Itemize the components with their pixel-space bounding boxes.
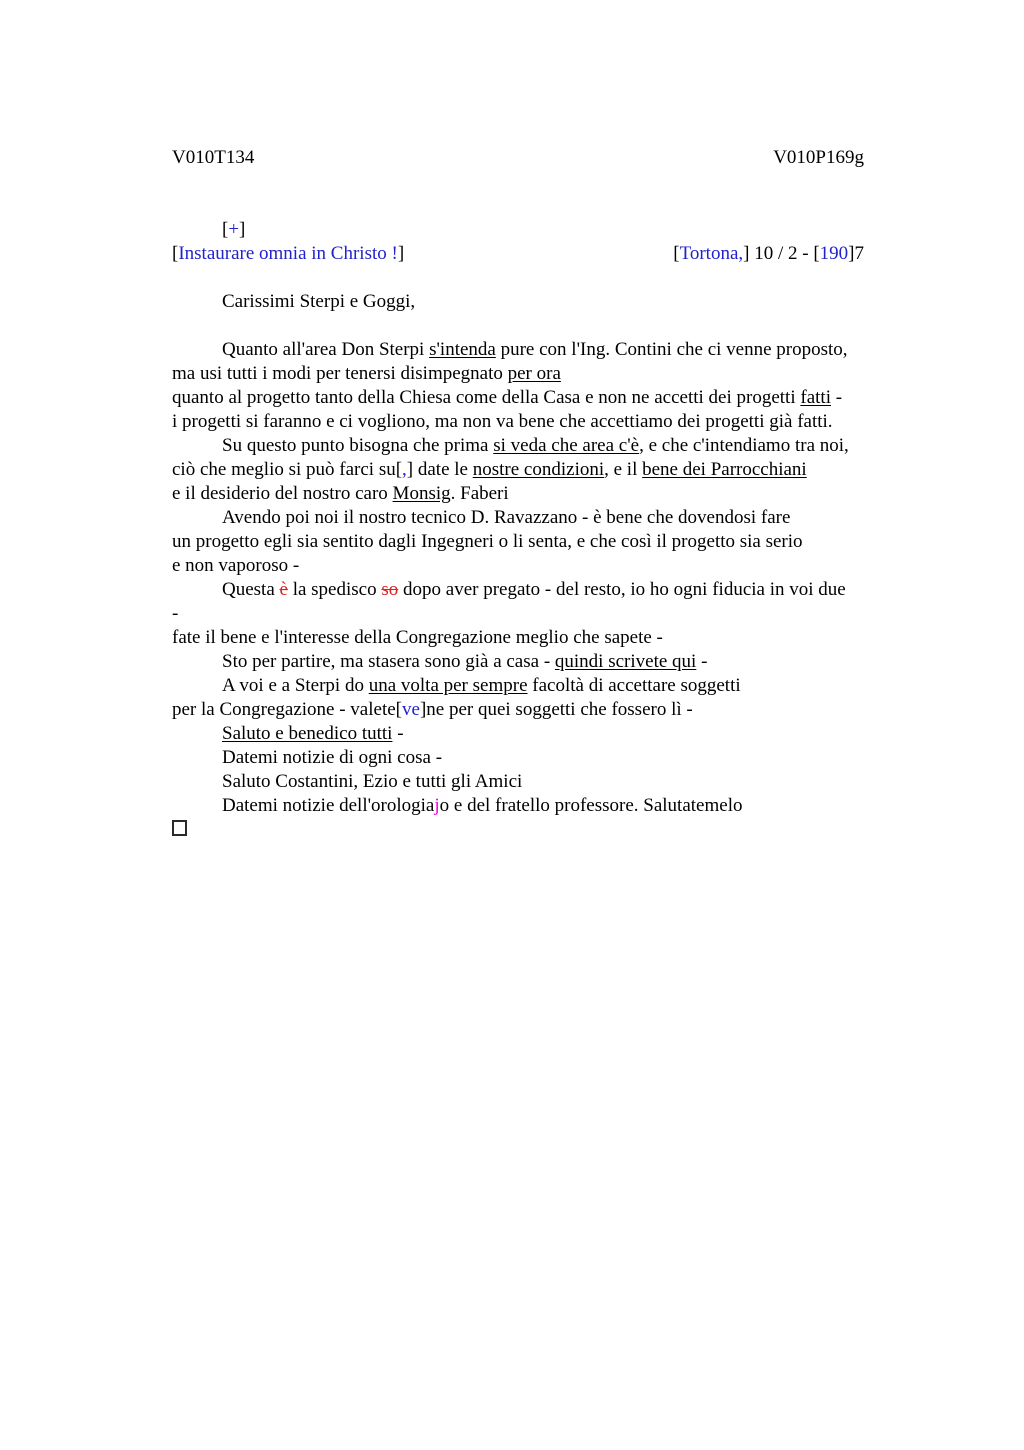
text-segment-plain: quanto al progetto tanto della Chiesa come della Casa e non ne accetti dei progetti (172, 387, 801, 408)
text-segment-plain: dopo aver pregato - del resto, io ho ogni fiducia in voi due (398, 579, 846, 600)
letter-body (172, 170, 900, 842)
text-segment-plain: la spedisco (287, 579, 382, 600)
letter-line (172, 458, 900, 482)
text-segment-plain: ] (397, 243, 405, 264)
text-segment-plain: o e del fratello professore. Salutatemelo (439, 795, 743, 816)
letter-line (172, 218, 900, 242)
letter-line (172, 818, 900, 842)
text-segment-plain: ] date le (406, 459, 473, 480)
text-segment-plain: Su questo punto bisogna che prima (222, 435, 494, 456)
text-segment-plain: , e il (604, 459, 643, 480)
letter-line (172, 578, 900, 602)
letter-line (172, 746, 900, 770)
letter-line (172, 674, 900, 698)
text-segment-plain: i progetti si faranno e ci vogliono, ma non va bene che accettiamo dei progetti già fatti. (172, 411, 833, 432)
letter-line (172, 290, 900, 314)
letter-line (172, 770, 900, 794)
archive-code-left: V010T134 (172, 147, 255, 168)
text-segment-plain: A voi e a Sterpi do (222, 675, 369, 696)
letter-line (172, 386, 900, 410)
letter-line (172, 722, 900, 746)
text-segment-plain: , e che c'intendiamo tra noi, (639, 435, 849, 456)
letter-line (172, 434, 900, 458)
text-segment-plain: . Faberi (450, 483, 509, 504)
text-segment-u: Saluto e benedico tutti (222, 723, 393, 744)
header-row (172, 146, 900, 170)
letter-line (172, 362, 900, 386)
text-segment-redstrike: so (381, 579, 399, 600)
text-segment-plain: ciò che meglio si può farci su[ (172, 459, 403, 480)
text-segment-plain: facoltà di accettare soggetti (527, 675, 741, 696)
text-segment-blue: + (228, 219, 240, 240)
text-segment-plain: ma usi tutti i modi per tenersi disimpegnato (172, 363, 508, 384)
text-segment-u: bene dei Parrocchiani (642, 459, 807, 480)
letter-line (172, 266, 900, 290)
text-segment-plain: Datemi notizie di ogni cosa - (222, 747, 443, 768)
text-segment-plain: [ (673, 243, 680, 264)
letter-line (172, 530, 900, 554)
text-segment-plain: ] 10 / 2 - [ (743, 243, 820, 264)
text-segment-u: Monsig (392, 483, 451, 504)
text-segment-blue: , (402, 459, 407, 480)
text-segment-plain: Saluto Costantini, Ezio e tutti gli Amici (222, 771, 523, 792)
letter-line (172, 506, 900, 530)
text-segment-blue: Tortona, (679, 243, 744, 264)
text-segment-plain: e non vaporoso - (172, 555, 300, 576)
text-segment-plain: - (392, 723, 404, 744)
letter-line (172, 626, 900, 650)
text-segment-u: quindi scrivete qui (554, 651, 697, 672)
letter-line (172, 410, 900, 434)
text-segment-plain: Carissimi Sterpi e Goggi, (222, 291, 416, 312)
text-segment-blue: Instaurare omnia in Christo ! (178, 243, 398, 264)
text-segment-plain: Sto per partire, ma stasera sono già a casa - (222, 651, 555, 672)
text-segment-plain: per la Congregazione - valete[ (172, 699, 402, 720)
text-segment-plain: [ (172, 243, 179, 264)
text-segment-plain: un progetto egli sia sentito dagli Ingegneri o li senta, e che così il progetto sia serio (172, 531, 803, 552)
line-right-part (673, 242, 864, 266)
text-segment-plain: - (172, 603, 179, 624)
text-segment-u: si veda che area c'è (493, 435, 640, 456)
letter-line (172, 794, 900, 818)
text-segment-magenta: j (434, 795, 440, 816)
text-segment-plain: Questa (222, 579, 280, 600)
empty-box-glyph (172, 820, 187, 836)
archive-code-right: V010P169g (773, 147, 864, 168)
text-segment-plain: [ (222, 219, 229, 240)
line-left-part (172, 242, 404, 266)
text-segment-u: fatti (800, 387, 831, 408)
letter-line (172, 602, 900, 626)
text-segment-plain: pure con l'Ing. Contini che ci venne proposto, (495, 339, 848, 360)
letter-line (172, 314, 900, 338)
text-segment-u: per ora (507, 363, 561, 384)
text-segment-redstrike: è (279, 579, 288, 600)
letter-line (172, 338, 900, 362)
text-segment-plain: e il desiderio del nostro caro (172, 483, 393, 504)
text-segment-u: nostre condizioni (472, 459, 605, 480)
text-segment-plain: fate il bene e l'interesse della Congregazione meglio che sapete - (172, 627, 663, 648)
text-segment-plain: ] (239, 219, 246, 240)
letter-line (172, 170, 900, 194)
text-segment-u: una volta per sempre (368, 675, 528, 696)
letter-line (172, 698, 900, 722)
letter-line (172, 482, 900, 506)
text-segment-plain: - (830, 387, 843, 408)
text-segment-plain: ]7 (848, 243, 864, 264)
text-segment-plain: Quanto all'area Don Sterpi (222, 339, 430, 360)
text-segment-blue: 190 (819, 243, 849, 264)
text-segment-u: s'intenda (429, 339, 496, 360)
letter-line (172, 650, 900, 674)
text-segment-plain: Avendo poi noi il nostro tecnico D. Ravazzano - è bene che dovendosi fare (222, 507, 791, 528)
letter-line (172, 194, 900, 218)
text-segment-plain: Datemi notizie dell'orologia (222, 795, 435, 816)
text-segment-plain: ]ne per quei soggetti che fossero lì - (419, 699, 693, 720)
letter-line (172, 554, 900, 578)
letter-line (172, 242, 900, 266)
text-segment-plain: - (696, 651, 708, 672)
text-segment-blue: ve (402, 699, 420, 720)
